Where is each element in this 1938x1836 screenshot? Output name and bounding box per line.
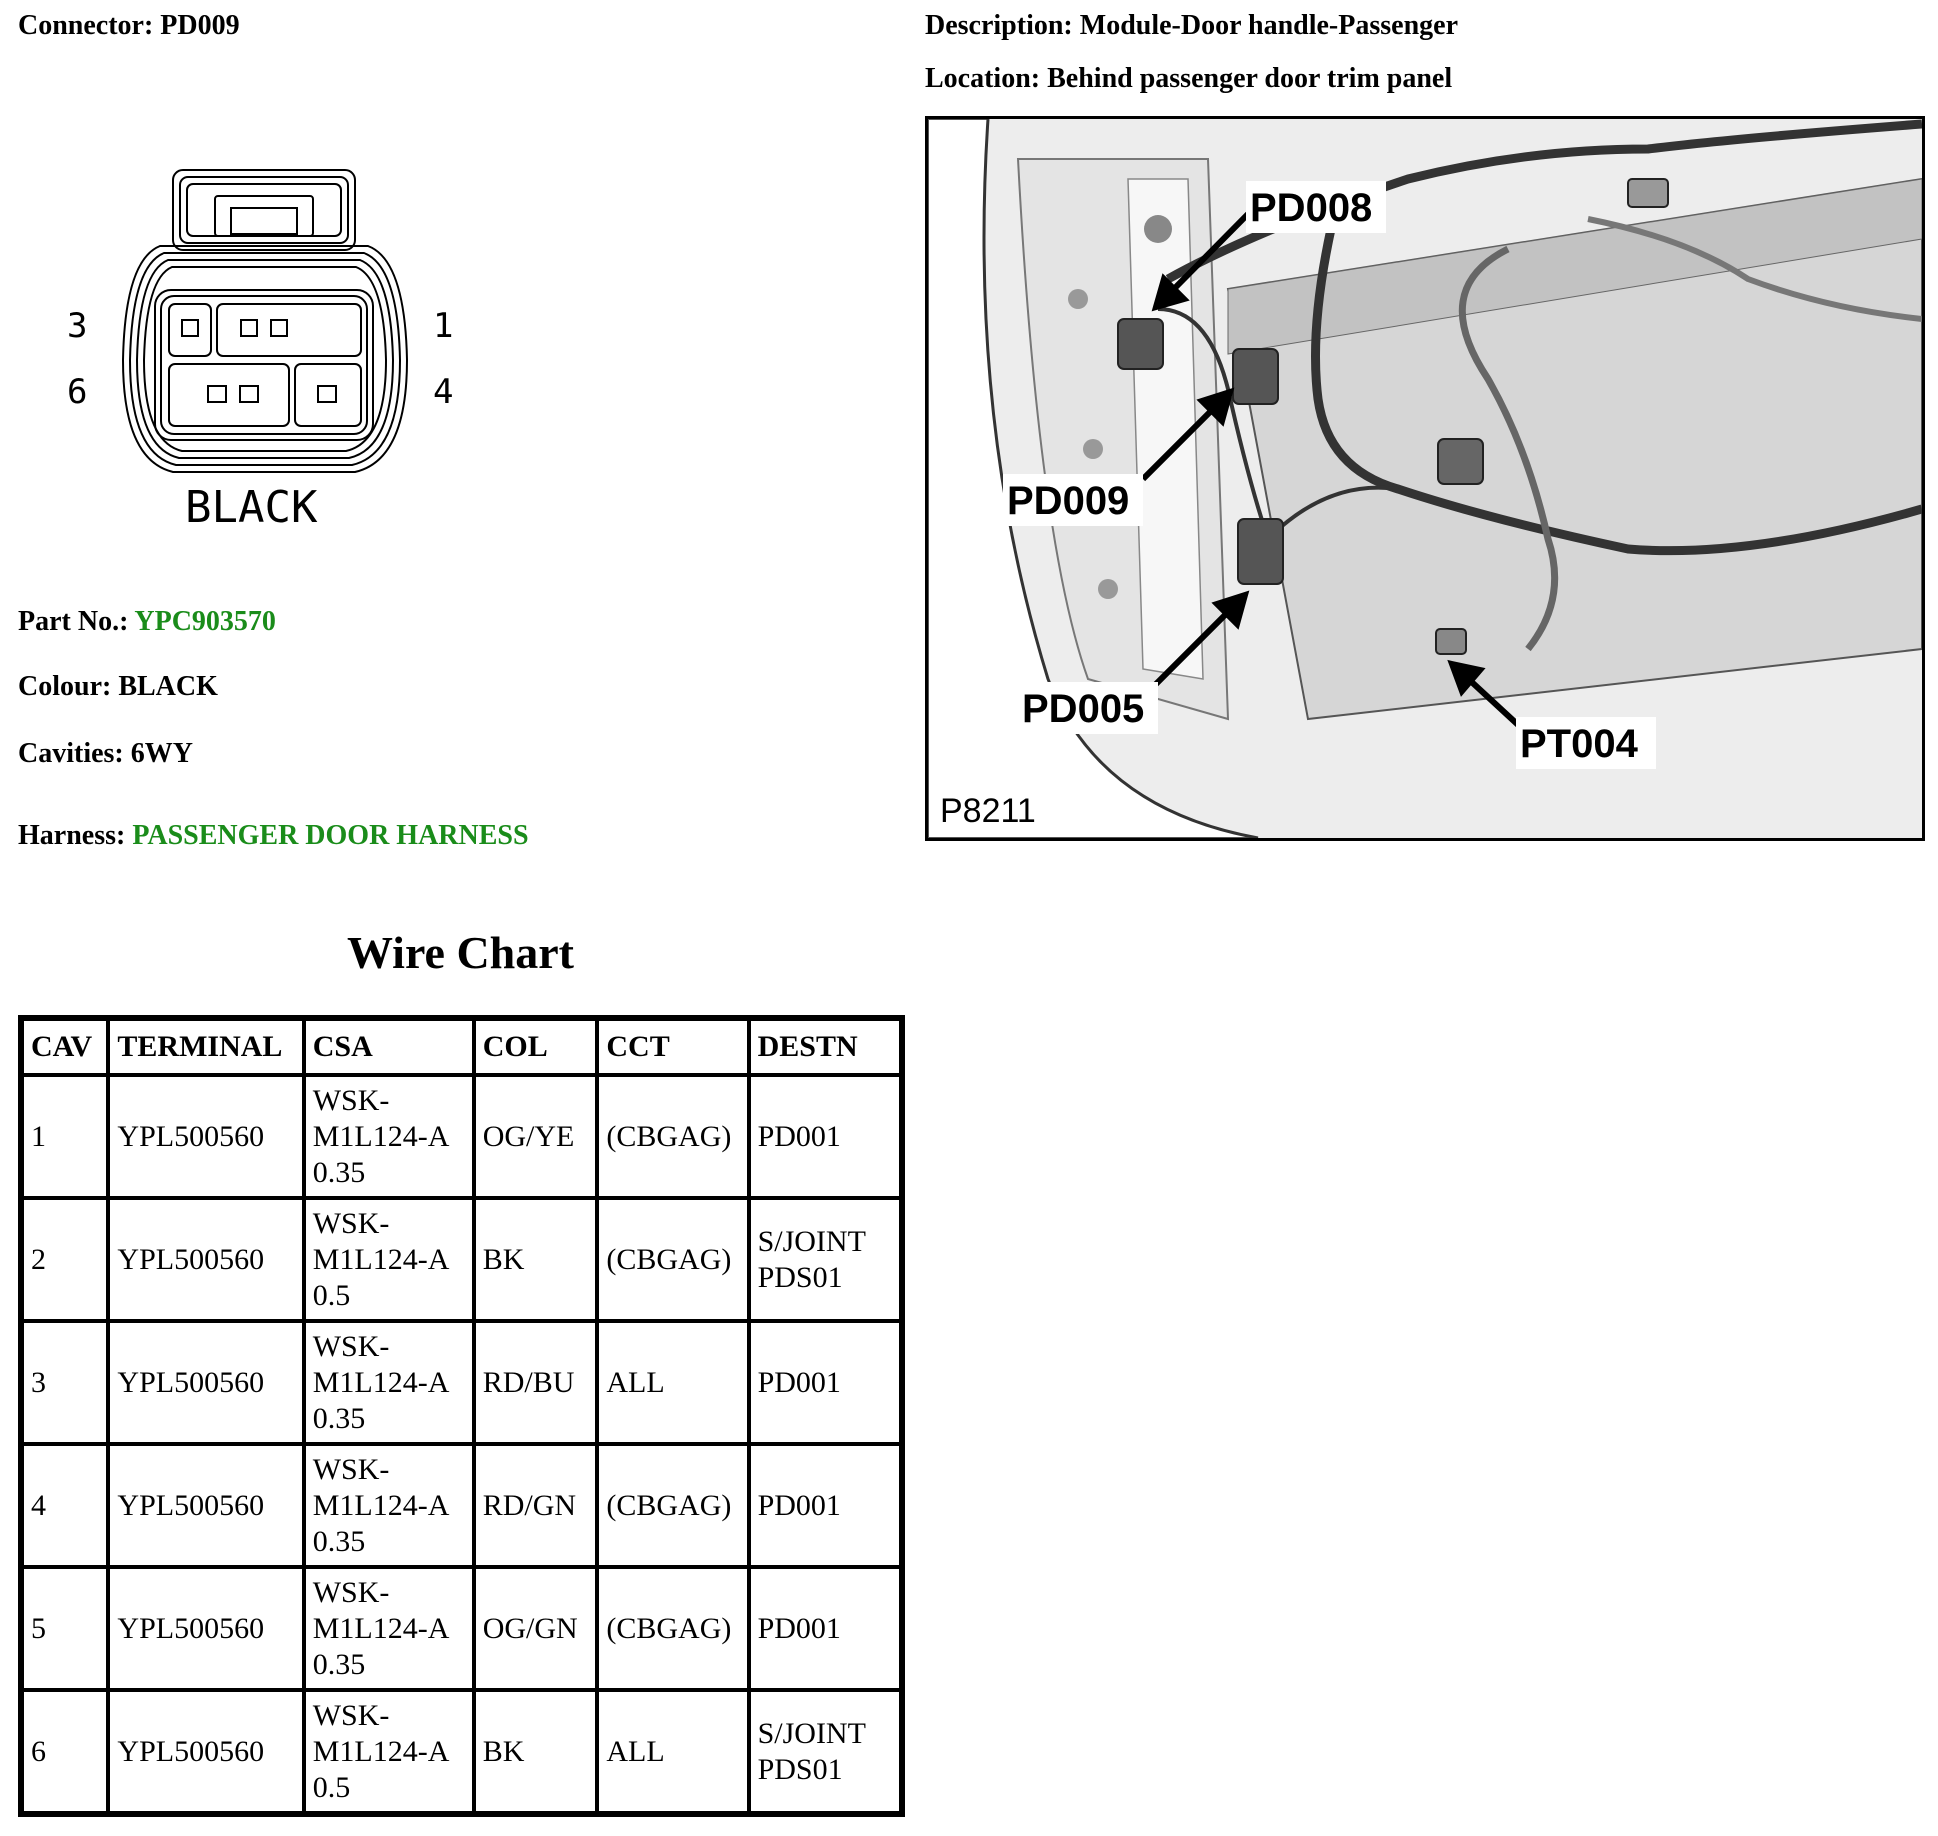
cell-col: RD/GN [474,1444,598,1567]
callout-pd009: PD009 [1007,479,1130,523]
cell-csa: WSK- M1L124-A 0.35 [304,1075,474,1198]
table-row [22,1444,901,1567]
cell-cct: (CBGAG) [597,1075,748,1198]
location-line [925,65,1452,93]
cell-col: OG/GN [474,1567,598,1690]
pin-label-4: 4 [433,372,454,412]
cavities-label: Cavities: [18,738,124,769]
cell-csa: WSK- M1L124-A 0.35 [304,1321,474,1444]
header-destn: DESTN [749,1019,901,1075]
cell-destn: PD001 [749,1444,901,1567]
cell-cav: 3 [22,1321,108,1444]
cell-terminal: YPL500560 [108,1321,303,1444]
cell-cav: 2 [22,1198,108,1321]
cell-csa: WSK- M1L124-A 0.5 [304,1690,474,1813]
cell-cav: 5 [22,1567,108,1690]
header-col: COL [474,1019,598,1075]
cavities-line [18,740,193,768]
table-row [22,1321,901,1444]
cell-cct: (CBGAG) [597,1444,748,1567]
callout-pd005: PD005 [1022,687,1145,731]
harness-line [18,822,529,850]
wire-chart-title: Wire Chart [347,927,574,978]
cell-col: OG/YE [474,1075,598,1198]
location-photo [925,116,1925,841]
header-terminal: TERMINAL [108,1019,303,1075]
header-cav: CAV [22,1019,108,1075]
pin-label-6: 6 [67,372,88,412]
connector-label: Connector: [18,10,154,41]
cell-terminal: YPL500560 [108,1075,303,1198]
connector-face-svg [55,150,475,540]
cell-cct: (CBGAG) [597,1567,748,1690]
callout-pd008: PD008 [1250,186,1373,230]
location-photo-svg [928,119,1922,838]
cell-destn: PD001 [749,1567,901,1690]
cell-destn: PD001 [749,1075,901,1198]
colour-line [18,673,218,701]
table-row [22,1690,901,1813]
colour-value: BLACK [118,671,218,702]
cell-csa: WSK- M1L124-A 0.35 [304,1567,474,1690]
cavities-value: 6WY [130,738,193,769]
part-number-label: Part No.: [18,606,129,637]
cell-csa: WSK- M1L124-A 0.5 [304,1198,474,1321]
harness-link[interactable]: PASSENGER DOOR HARNESS [132,820,529,851]
cell-destn: S/JOINT PDS01 [749,1198,901,1321]
cell-col: BK [474,1198,598,1321]
harness-label: Harness: [18,820,126,851]
connector-face-diagram [55,150,475,540]
cell-cav: 6 [22,1690,108,1813]
cell-terminal: YPL500560 [108,1690,303,1813]
location-value: Behind passenger door trim panel [1047,63,1453,94]
wire-chart-table [18,1015,905,1817]
table-row [22,1198,901,1321]
description-line [925,12,1458,40]
colour-label: Colour: [18,671,112,702]
cell-destn: S/JOINT PDS01 [749,1690,901,1813]
connector-title [18,12,240,40]
figure-id: P8211 [940,792,1036,830]
location-label: Location: [925,63,1041,94]
cell-cav: 4 [22,1444,108,1567]
cell-cav: 1 [22,1075,108,1198]
cell-terminal: YPL500560 [108,1444,303,1567]
cell-terminal: YPL500560 [108,1567,303,1690]
cell-cct: (CBGAG) [597,1198,748,1321]
cell-col: RD/BU [474,1321,598,1444]
pin-label-3: 3 [67,306,88,346]
part-number-link[interactable]: YPC903570 [134,606,276,637]
cell-cct: ALL [597,1690,748,1813]
table-header-row [22,1019,901,1075]
pin-label-1: 1 [433,306,454,346]
callout-pt004: PT004 [1520,722,1638,766]
header-csa: CSA [304,1019,474,1075]
cell-csa: WSK- M1L124-A 0.35 [304,1444,474,1567]
description-label: Description: [925,10,1073,41]
header-cct: CCT [597,1019,748,1075]
table-row [22,1567,901,1690]
connector-value: PD009 [160,10,240,41]
table-row [22,1075,901,1198]
description-value: Module-Door handle-Passenger [1079,10,1459,41]
cell-cct: ALL [597,1321,748,1444]
part-number-line [18,608,276,636]
cell-destn: PD001 [749,1321,901,1444]
connector-color-caption: BLACK [185,482,318,533]
cell-terminal: YPL500560 [108,1198,303,1321]
cell-col: BK [474,1690,598,1813]
